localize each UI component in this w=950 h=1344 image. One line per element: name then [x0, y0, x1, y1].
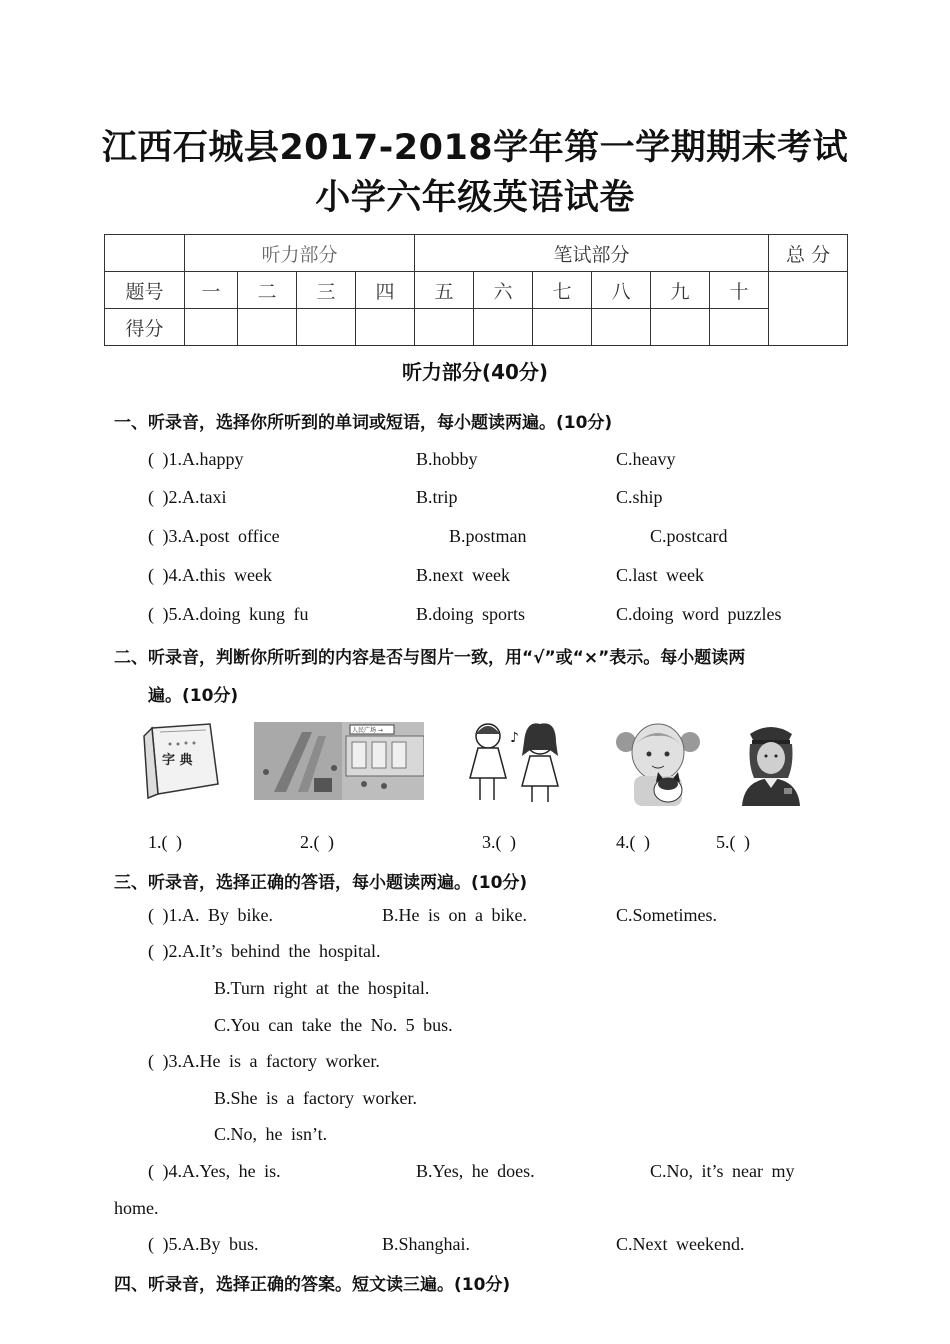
part3-q5-c: C.Next weekend. — [616, 1234, 745, 1254]
part1-q2-c: C.ship — [616, 487, 663, 507]
part1-q4-a: ( )4.A.this week — [148, 565, 272, 585]
question-number-cell: 九 — [651, 272, 710, 309]
part3-q2-c: C.You can take the No. 5 bus. — [214, 1015, 453, 1035]
score-cell[interactable] — [651, 309, 710, 346]
part3-q4-c-continued: home. — [114, 1198, 159, 1218]
subway-sign-label: 人民广场 → — [352, 727, 383, 734]
writing-header-cell: 笔试部分 — [415, 235, 769, 272]
score-table — [104, 234, 848, 346]
question-number-cell: 六 — [474, 272, 533, 309]
part2-answer-2[interactable]: 2.( ) — [300, 832, 334, 852]
part2-answer-3[interactable]: 3.( ) — [482, 832, 516, 852]
part3-q1-b: B.He is on a bike. — [382, 905, 527, 925]
question-number-cell: 八 — [592, 272, 651, 309]
row-score-label: 得分 — [105, 309, 185, 346]
question-number-cell: 一 — [185, 272, 238, 309]
part1-q4-c: C.last week — [616, 565, 704, 585]
part1-q1-b: B.hobby — [416, 449, 478, 469]
dictionary-icon — [140, 722, 222, 800]
part1-q5-c: C.doing word puzzles — [616, 604, 782, 624]
part3-q3-a: ( )3.A.He is a factory worker. — [148, 1051, 380, 1071]
question-number-cell: 四 — [356, 272, 415, 309]
question-number-cell: 五 — [415, 272, 474, 309]
part3-q4-b: B.Yes, he does. — [416, 1161, 535, 1181]
part3-q2-a: ( )2.A.It’s behind the hospital. — [148, 941, 381, 961]
score-cell[interactable] — [185, 309, 238, 346]
score-cell[interactable] — [533, 309, 592, 346]
part3-heading: 三、听录音，选择正确的答语，每小题读两遍。(10分) — [114, 873, 528, 893]
part1-q3-b: B.postman — [449, 526, 527, 546]
listening-header-cell: 听力部分 — [185, 235, 415, 272]
part1-q5-b: B.doing sports — [416, 604, 526, 624]
music-note-label: ♪ — [510, 730, 519, 746]
total-header-cell: 总 分 — [769, 235, 848, 272]
part1-q1-c: C.heavy — [616, 449, 676, 469]
question-number-cell: 十 — [710, 272, 769, 309]
part3-q3-b: B.She is a factory worker. — [214, 1088, 417, 1108]
part2-answer-5[interactable]: 5.( ) — [716, 832, 750, 852]
part2-answer-1[interactable]: 1.( ) — [148, 832, 182, 852]
score-cell[interactable] — [297, 309, 356, 346]
score-cell[interactable] — [710, 309, 769, 346]
part1-q2-a: ( )2.A.taxi — [148, 487, 227, 507]
score-cell[interactable] — [415, 309, 474, 346]
score-cell[interactable] — [356, 309, 415, 346]
part1-q4-b: B.next week — [416, 565, 510, 585]
part2-answer-4[interactable]: 4.( ) — [616, 832, 650, 852]
row-number-label: 题号 — [105, 272, 185, 309]
part4-heading: 四、听录音，选择正确的答案。短文读三遍。(10分) — [114, 1275, 511, 1295]
part3-q5-a: ( )5.A.By bus. — [148, 1234, 259, 1254]
part2-heading-line2: 遍。(10分) — [148, 686, 239, 706]
part3-q4-a: ( )4.A.Yes, he is. — [148, 1161, 281, 1181]
question-number-cell: 二 — [238, 272, 297, 309]
subway-station-icon — [254, 722, 424, 800]
part3-q1-c: C.Sometimes. — [616, 905, 718, 925]
question-number-cell: 三 — [297, 272, 356, 309]
part1-heading: 一、听录音，选择你所听到的单词或短语，每小题读两遍。(10分) — [114, 413, 613, 433]
part3-q2-b: B.Turn right at the hospital. — [214, 978, 430, 998]
part3-q3-c: C.No, he isn’t. — [214, 1124, 328, 1144]
question-number-cell: 七 — [533, 272, 592, 309]
part1-q2-b: B.trip — [416, 487, 458, 507]
score-cell[interactable] — [592, 309, 651, 346]
part3-q1-a: ( )1.A. By bike. — [148, 905, 273, 925]
exam-title-line2: 小学六年级英语试卷 — [315, 178, 635, 218]
part1-q3-a: ( )3.A.post office — [148, 526, 280, 546]
policewoman-icon — [738, 720, 804, 806]
total-score-cell[interactable] — [769, 272, 848, 346]
girl-with-cat-icon — [612, 718, 704, 806]
part3-q4-c: C.No, it’s near my — [650, 1161, 795, 1181]
part1-q3-c: C.postcard — [650, 526, 728, 546]
part3-q5-b: B.Shanghai. — [382, 1234, 470, 1254]
girls-singing-icon — [460, 716, 572, 806]
score-cell[interactable] — [474, 309, 533, 346]
score-table-corner — [105, 235, 185, 272]
part1-q1-a: ( )1.A.happy — [148, 449, 244, 469]
exam-title-line1: 江西石城县2017-2018学年第一学期期末考试 — [101, 128, 849, 168]
score-cell[interactable] — [238, 309, 297, 346]
dictionary-label: 字 典 — [162, 753, 193, 768]
listening-section-header: 听力部分(40分) — [401, 360, 549, 384]
part1-q5-a: ( )5.A.doing kung fu — [148, 604, 309, 624]
part2-heading-line1: 二、听录音，判断你所听到的内容是否与图片一致，用“√”或“×”表示。每小题读两 — [114, 648, 746, 668]
